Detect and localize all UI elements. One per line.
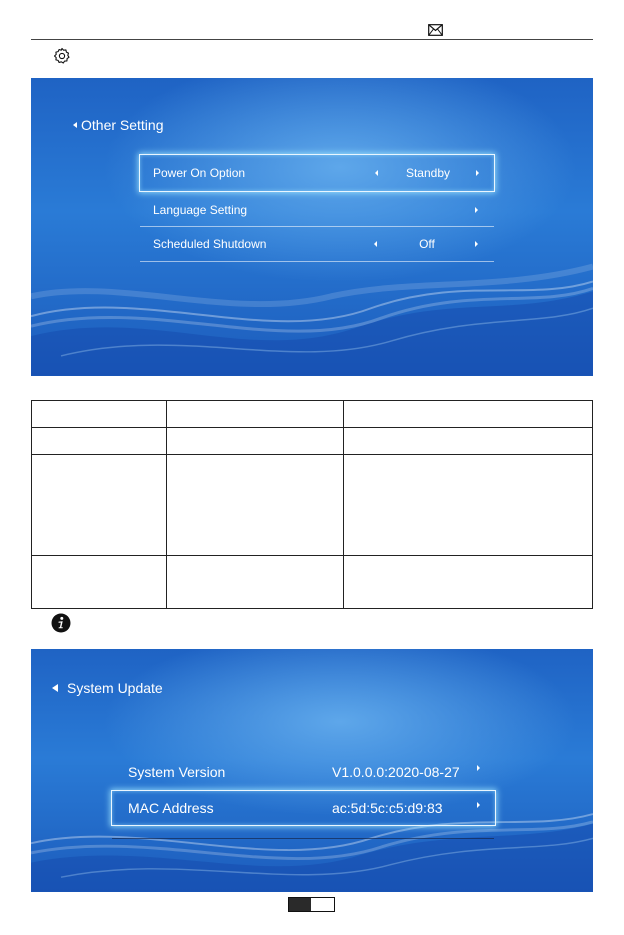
menu-item-language-setting[interactable] <box>140 193 494 227</box>
menu-item-value: V1.0.0.0:2020-08-27 <box>332 764 460 780</box>
menu-item-value: Standby <box>405 166 451 180</box>
menu-item-label: Power On Option <box>153 166 246 180</box>
table-cell <box>344 401 593 428</box>
right-arrow-icon[interactable] <box>477 802 480 808</box>
right-arrow-icon[interactable] <box>475 207 478 213</box>
table-row <box>32 556 593 609</box>
right-arrow-icon[interactable] <box>476 170 479 176</box>
table-cell <box>344 428 593 455</box>
mail-icon <box>428 24 443 36</box>
table-cell <box>32 428 167 455</box>
system-update-screen <box>31 649 593 892</box>
table-row <box>32 428 593 455</box>
table-cell <box>167 556 344 609</box>
menu-item-value: ac:5d:5c:c5:d9:83 <box>332 800 443 816</box>
back-arrow-icon[interactable] <box>52 684 58 692</box>
table-cell <box>167 455 344 556</box>
screen-title[interactable]: System Update <box>52 680 163 696</box>
screen-title[interactable]: Other Setting <box>73 117 164 133</box>
left-arrow-icon[interactable] <box>374 241 377 247</box>
menu-item-scheduled-shutdown[interactable] <box>140 227 494 262</box>
gear-icon <box>53 47 71 65</box>
other-setting-screen <box>31 78 593 376</box>
table-cell <box>32 556 167 609</box>
menu-item-label: MAC Address <box>128 800 214 816</box>
table-cell <box>344 455 593 556</box>
page-indicator-fill <box>289 898 311 911</box>
table-cell <box>32 455 167 556</box>
table-row <box>32 401 593 428</box>
left-arrow-icon[interactable] <box>375 170 378 176</box>
menu-item-system-version[interactable] <box>113 754 495 790</box>
menu-item-label: Scheduled Shutdown <box>153 237 267 251</box>
spec-table <box>31 400 593 609</box>
menu-item-label: Language Setting <box>153 202 248 217</box>
menu-item-label: System Version <box>128 764 226 780</box>
menu-item-power-on-option[interactable] <box>139 154 495 192</box>
table-row <box>32 455 593 556</box>
menu-item-mac-address[interactable] <box>111 790 496 826</box>
table-cell <box>167 401 344 428</box>
header-rule <box>31 39 593 40</box>
info-icon <box>51 613 71 633</box>
right-arrow-icon[interactable] <box>477 765 480 771</box>
menu-item-value: Off <box>419 237 435 251</box>
table-cell <box>344 556 593 609</box>
menu-divider <box>112 838 494 839</box>
back-arrow-icon[interactable] <box>73 122 77 128</box>
right-arrow-icon[interactable] <box>475 241 478 247</box>
page-indicator <box>288 897 335 912</box>
table-cell <box>32 401 167 428</box>
table-cell <box>167 428 344 455</box>
